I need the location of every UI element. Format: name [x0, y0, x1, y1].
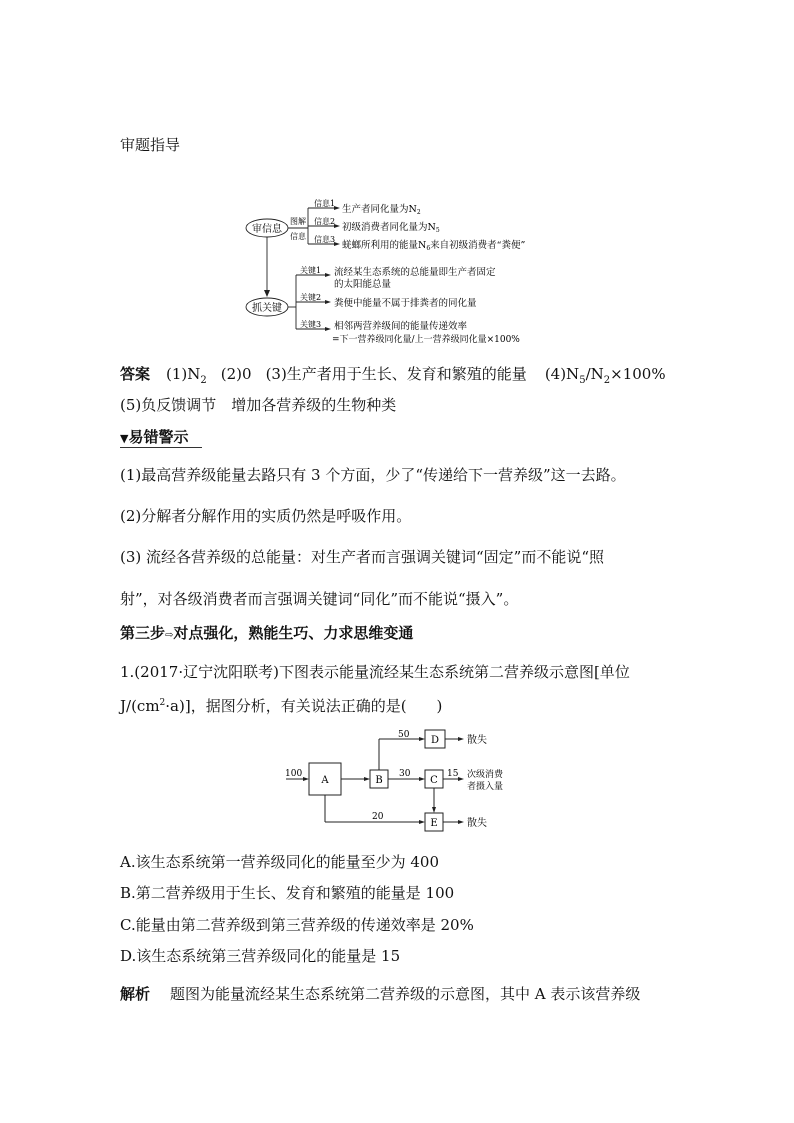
- info-text-2: 初级消费者同化量为$N_5$: [342, 222, 440, 234]
- label-d: 散失: [467, 735, 487, 746]
- info-text-1: 生产者同化量为$N_2$: [342, 204, 421, 216]
- value-c-out: 15: [447, 769, 459, 779]
- warning-item-3-line-1: (3) 流经各营养级的总能量：对生产者而言强调关键词“固定”而不能说“照: [120, 548, 605, 566]
- key3-line1: 相邻两营养级间的能量传递效率: [334, 321, 468, 332]
- analysis-text: 题图为能量流经某生态系统第二营养级的示意图，其中 A 表示该营养级: [170, 985, 641, 1003]
- info-tag-2: 信息2: [314, 217, 336, 226]
- answer-label: 答案: [120, 365, 151, 383]
- answer-part-2: (2)0: [220, 365, 252, 383]
- label-c-line2: 者摄入量: [467, 782, 504, 792]
- box-a-label: A: [321, 775, 329, 786]
- warning-header: [120, 426, 188, 447]
- question-line-1: 1.(2017·辽宁沈阳联考)下图表示能量流经某生态系统第二营养级示意图[单位: [120, 663, 630, 681]
- key3-line2: =下一营养级同化量/上一营养级同化量×100%: [332, 335, 520, 345]
- value-b-to-c: 30: [399, 769, 411, 779]
- key-tag-1: 关键1: [300, 266, 322, 275]
- key-tag-2: 关键2: [300, 293, 322, 302]
- value-input: 100: [285, 769, 303, 779]
- answer-part-1: $(1)N_2$: [166, 365, 207, 386]
- mid-label-1: 图解: [290, 217, 306, 226]
- answer-line-1: [120, 363, 666, 386]
- box-e-label: E: [430, 818, 438, 829]
- info-tag-3: 信息3: [314, 235, 336, 244]
- review-flow-diagram: [240, 197, 580, 347]
- warning-triangle-icon: ▼: [120, 432, 129, 445]
- box-b-label: B: [375, 775, 383, 786]
- key2-text: 粪便中能量不属于排粪者的同化量: [334, 298, 477, 309]
- warning-item-1: (1)最高营养级能量去路只有 3 个方面，少了“传递给下一营养级”这一去路。: [120, 466, 626, 484]
- warning-title: 易错警示: [128, 428, 189, 446]
- node1-text: 审信息: [252, 224, 282, 235]
- key1-line1: 流经某生态系统的总能量即生产者固定: [334, 267, 496, 278]
- warning-underline: [120, 447, 202, 448]
- step-three-heading: [120, 622, 413, 643]
- value-to-e: 20: [372, 812, 384, 822]
- option-c: C.能量由第二营养级到第三营养级的传递效率是 20%: [120, 916, 474, 934]
- warning-item-3-line-2: 射”，对各级消费者而言强调关键词“同化”而不能说“摄入”。: [120, 590, 519, 608]
- label-c-line1: 次级消费: [467, 770, 504, 780]
- analysis-label: 解析: [120, 985, 151, 1003]
- key1-line2: 的太阳能总量: [334, 279, 392, 290]
- question-line-2: $J/(cm^2\cdot a)$]，据图分析，有关说法正确的是( ): [120, 697, 443, 715]
- info-text-3: 蜣螂所利用的能量$N_6$来自初级消费者“粪便”: [342, 240, 526, 252]
- step-label: 第三步: [120, 624, 166, 642]
- option-b: B.第二营养级用于生长、发育和繁殖的能量是 100: [120, 884, 455, 902]
- answer-part-3: (3)生产者用于生长、发育和繁殖的能量: [265, 365, 527, 383]
- option-d: D.该生态系统第三营养级同化的能量是 15: [120, 947, 401, 965]
- mid-label-2: 信息: [290, 232, 306, 241]
- energy-flow-diagram: [284, 726, 544, 836]
- value-to-d: 50: [398, 730, 410, 740]
- key-tag-3: 关键3: [300, 320, 322, 329]
- info-tag-1: 信息1: [314, 199, 336, 208]
- answer-part-4: $(4)N_5/N_2\times 100\%$: [544, 365, 666, 386]
- label-e: 散失: [467, 818, 487, 829]
- warning-item-2: (2)分解者分解作用的实质仍然是呼吸作用。: [120, 507, 412, 525]
- node2-text: 抓关键: [252, 303, 282, 314]
- step-text: 对点强化，熟能生巧、力求思维变通: [173, 624, 414, 642]
- analysis-line: [120, 983, 640, 1004]
- step-arrow-icon: ⇨: [165, 630, 174, 641]
- section-heading: 审题指导: [120, 136, 181, 154]
- box-c-label: C: [430, 775, 438, 786]
- box-d-label: D: [430, 735, 440, 746]
- option-a: A.该生态系统第一营养级同化的能量至少为 400: [120, 853, 440, 871]
- answer-line-2: (5)负反馈调节 增加各营养级的生物种类: [120, 396, 397, 414]
